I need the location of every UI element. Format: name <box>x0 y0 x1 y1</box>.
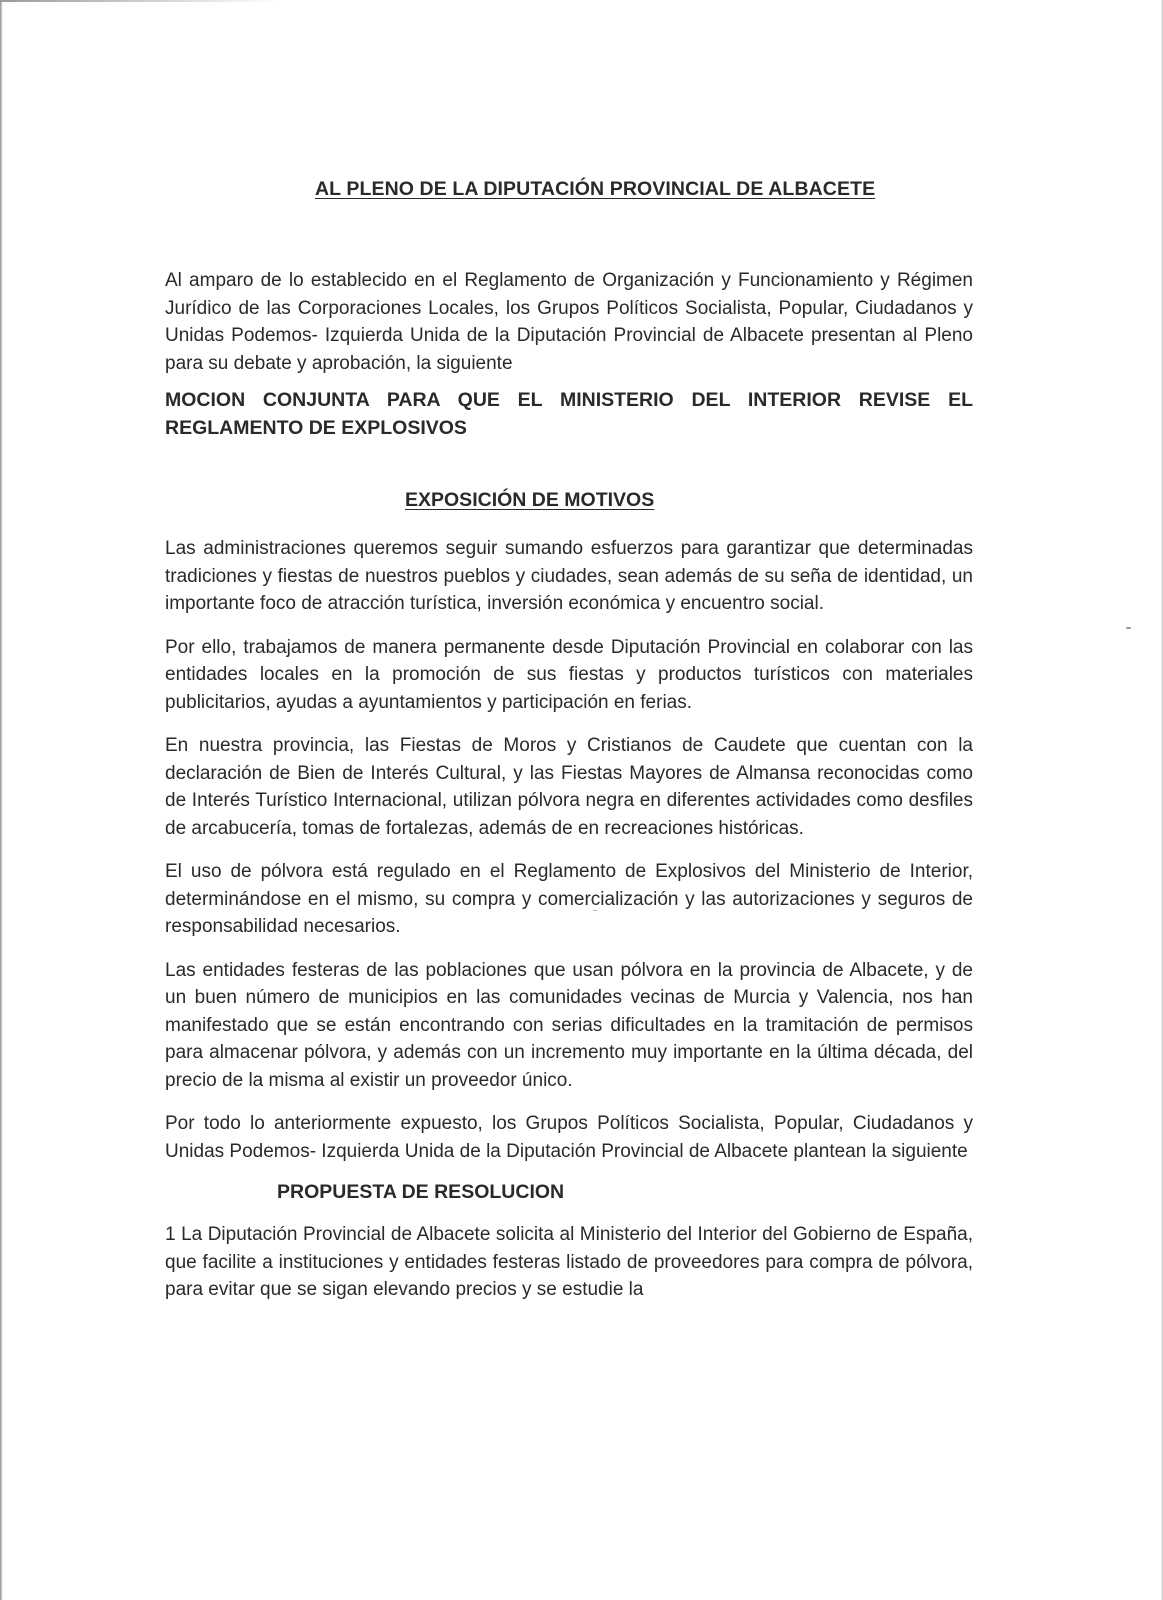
scan-speck <box>1126 627 1131 629</box>
body-paragraph: En nuestra provincia, las Fiestas de Moros y Cristianos de Caudete que cuentan con la declaración de Bien de Interés Cultural, y las Fiestas Mayores de Almansa reconocidas como de Interés Turístico Internacional, utilizan pólvora negra en diferentes actividades como desfiles de arcabucería, tomas de fortalezas, además de en recreaciones históricas. <box>165 735 973 839</box>
intro-paragraph: Al amparo de lo establecido en el Reglamento de Organización y Funcionamiento y Régimen Jurídico de las Corporaciones Locales, los Grupos Políticos Socialista, Popular, Ciudadanos y Unidas Podemos- Izquierda Unida de la Diputación Provincial de Albacete presentan al Pleno para su debate y aprobación, la siguiente <box>165 270 973 374</box>
body-paragraph: Por ello, trabajamos de manera permanente desde Diputación Provincial en colaborar con las entidades locales en la promoción de sus fiestas y productos turísticos con materiales publicitarios, ayudas a ayuntamientos y participación en ferias. <box>165 636 973 713</box>
motion-title: MOCION CONJUNTA PARA QUE EL MINISTERIO DEL INTERIOR REVISE EL REGLAMENTO DE EXPLOSIVOS <box>165 389 973 439</box>
body-paragraph: Por todo lo anteriormente expuesto, los Grupos Políticos Socialista, Popular, Ciudadanos y Unidas Podemos- Izquierda Unida de la Diputación Provincial de Albacete plantean la siguiente <box>165 1113 973 1162</box>
section-heading: EXPOSICIÓN DE MOTIVOS <box>405 489 655 511</box>
proposal-heading: PROPUESTA DE RESOLUCION <box>277 1181 565 1203</box>
body-paragraph: El uso de pólvora está regulado en el Reglamento de Explosivos del Ministerio de Interior, determinándose en el mismo, su compra y comercialización y las autorizaciones y seguros de responsabilidad necesarios. <box>165 861 973 937</box>
body-paragraph: Las entidades festeras de las poblaciones que usan pólvora en la provincia de Albacete, y de un buen número de municipios en las comunidades vecinas de Murcia y Valencia, nos han manifestado que se están encontrando con serias dificultades en la tramitación de permisos para almacenar pólvora, y además con un incremento muy importante en la última década, del precio de la misma al existir un proveedor único. <box>165 959 973 1091</box>
body-paragraph: Las administraciones queremos seguir sumando esfuerzos para garantizar que determinadas tradiciones y fiestas de nuestros pueblos y ciudades, sean además de su seña de identidad, un importante foco de atracción turística, inversión económica y encuentro social. <box>165 538 973 614</box>
scan-left-edge <box>0 0 3 1600</box>
document-page <box>165 176 973 1304</box>
scan-top-edge <box>0 0 280 2</box>
resolution-item: 1 La Diputación Provincial de Albacete solicita al Ministerio del Interior del Gobierno de España, que facilite a instituciones y entidades festeras listado de proveedores para compra de pólvora, para evitar que se sigan elevando precios y se estudie la <box>165 1224 973 1300</box>
document-title: AL PLENO DE LA DIPUTACIÓN PROVINCIAL DE ALBACETE <box>315 178 876 200</box>
